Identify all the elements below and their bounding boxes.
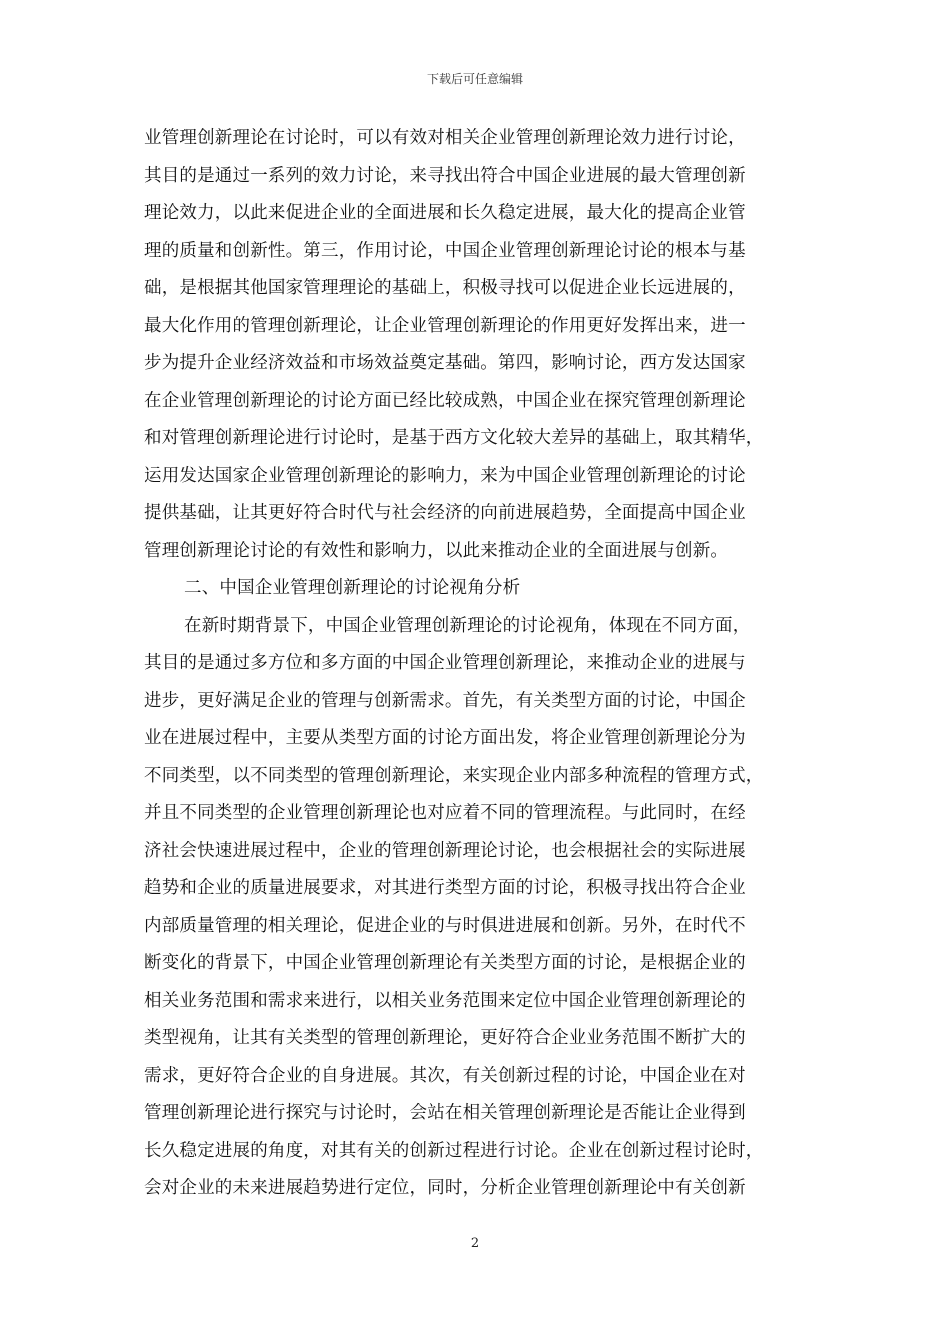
text-line: 并且不同类型的企业管理创新理论也对应着不同的管理流程。与此同时，在经 [144, 803, 746, 823]
text-line: 相关业务范围和需求来进行，以相关业务范围来定位中国企业管理创新理论的 [144, 990, 746, 1011]
text-line: 进步，更好满足企业的管理与创新需求。首先，有关类型方面的讨论，中国企 [144, 690, 746, 711]
text-line: 最大化作用的管理创新理论，让企业管理创新理论的作用更好发挥出来，进一 [144, 315, 746, 336]
text-line: 步为提升企业经济效益和市场效益奠定基础。第四，影响讨论，西方发达国家 [144, 353, 746, 373]
text-line: 础，是根据其他国家管理理论的基础上，积极寻找可以促进企业长远进展的， [144, 278, 746, 298]
text-line: 业管理创新理论在讨论时，可以有效对相关企业管理创新理论效力进行讨论， [144, 128, 746, 148]
text-line: 和对管理创新理论进行讨论时，是基于西方文化较大差异的基础上，取其精华， [144, 428, 764, 448]
text-line: 不同类型，以不同类型的管理创新理论，来实现企业内部多种流程的管理方式， [144, 765, 764, 786]
page-number: 2 [470, 1236, 480, 1251]
text-line: 管理创新理论进行探究与讨论时，会站在相关管理创新理论是否能让企业得到 [144, 1103, 746, 1123]
paragraph-first-line: 在新时期背景下，中国企业管理创新理论的讨论视角，体现在不同方面， [184, 615, 751, 636]
text-line: 理的质量和创新性。第三，作用讨论，中国企业管理创新理论讨论的根本与基 [144, 240, 746, 261]
text-line: 业在进展过程中，主要从类型方面的讨论方面出发，将企业管理创新理论分为 [144, 728, 746, 748]
text-line: 在企业管理创新理论的讨论方面已经比较成熟，中国企业在探究管理创新理论 [144, 390, 746, 411]
section-heading: 二、中国企业管理创新理论的讨论视角分析 [184, 578, 521, 598]
text-line: 内部质量管理的相关理论，促进企业的与时俱进进展和创新。另外，在时代不 [144, 915, 746, 936]
text-line: 长久稳定进展的角度，对其有关的创新过程进行讨论。企业在创新过程讨论时， [144, 1140, 764, 1161]
text-line: 其目的是通过多方位和多方面的中国企业管理创新理论，来推动企业的进展与 [144, 653, 746, 673]
text-line: 济社会快速进展过程中，企业的管理创新理论讨论，也会根据社会的实际进展 [144, 840, 746, 861]
text-line: 运用发达国家企业管理创新理论的影响力，来为中国企业管理创新理论的讨论 [144, 465, 746, 486]
text-line: 理论效力，以此来促进企业的全面进展和长久稳定进展，最大化的提高企业管 [144, 203, 746, 223]
body-text [144, 120, 808, 1208]
text-line: 会对企业的未来进展趋势进行定位，同时，分析企业管理创新理论中有关创新 [144, 1178, 746, 1198]
text-line: 管理创新理论讨论的有效性和影响力，以此来推动企业的全面进展与创新。 [144, 540, 729, 561]
text-line: 提供基础，让其更好符合时代与社会经济的向前进展趋势，全面提高中国企业 [144, 503, 746, 523]
text-line: 趋势和企业的质量进展要求，对其进行类型方面的讨论，积极寻找出符合企业 [144, 878, 746, 898]
text-line: 需求，更好符合企业的自身进展。其次，有关创新过程的讨论，中国企业在对 [144, 1065, 746, 1086]
page-header: 下载后可任意编辑 [426, 72, 523, 86]
text-line: 类型视角，让其有关类型的管理创新理论，更好符合企业业务范围不断扩大的 [144, 1028, 746, 1048]
text-line: 其目的是通过一系列的效力讨论，来寻找出符合中国企业进展的最大管理创新 [144, 165, 746, 186]
text-line: 断变化的背景下，中国企业管理创新理论有关类型方面的讨论，是根据企业的 [144, 953, 746, 973]
